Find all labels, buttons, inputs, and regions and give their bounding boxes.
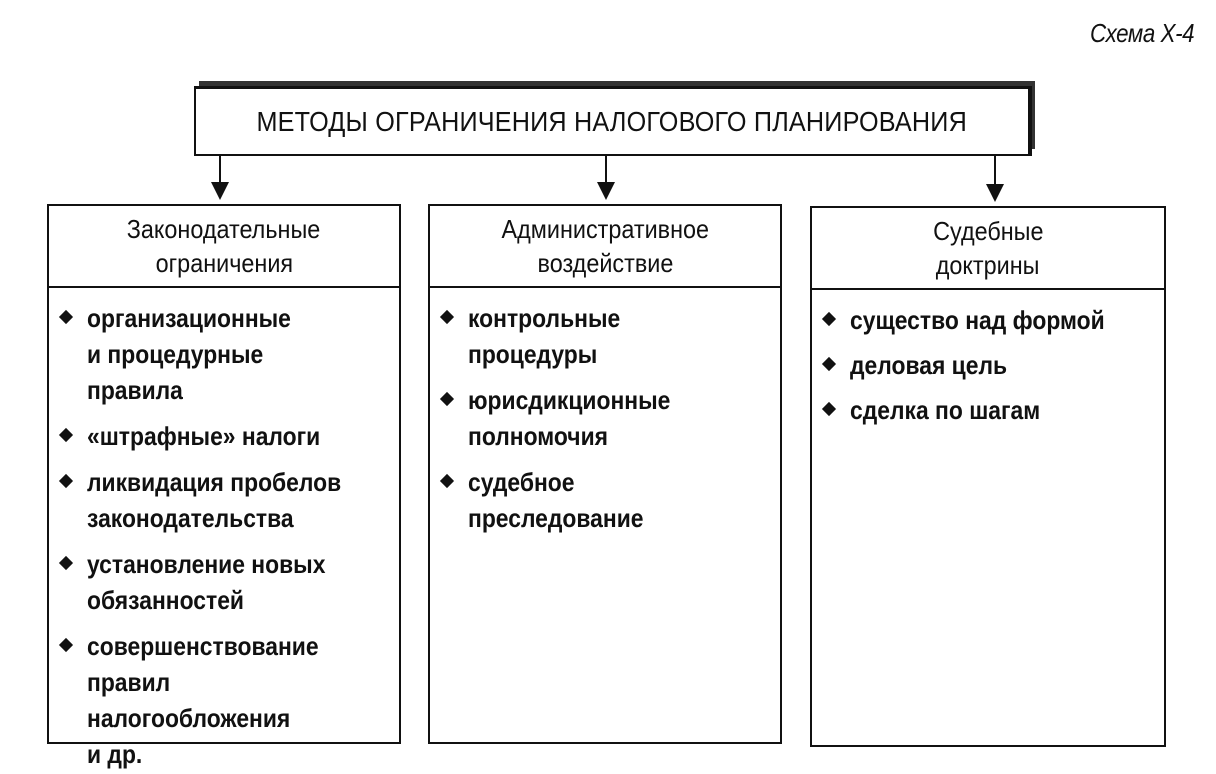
diamond-bullet-icon (440, 392, 454, 406)
diamond-bullet-icon (822, 312, 836, 326)
item-list (812, 290, 1164, 428)
list-item-text: сделка по шагам (850, 395, 1041, 425)
arrow-to-judicial (986, 156, 1004, 202)
list-item-text: совершенствование правил налогообложения и др. (87, 631, 319, 769)
scheme-label: Схема X-4 (1089, 18, 1194, 48)
list-item (440, 464, 780, 536)
list-item-text: «штрафные» налоги (87, 421, 321, 451)
diamond-bullet-icon (822, 402, 836, 416)
list-item-text: организационные и процедурные правила (87, 303, 291, 405)
list-item (822, 347, 1164, 383)
diamond-bullet-icon (59, 474, 73, 488)
item-list (430, 288, 780, 536)
list-item (59, 418, 399, 454)
column-header (49, 206, 399, 288)
list-item (440, 300, 780, 372)
list-item-text: судебное преследование (468, 467, 644, 533)
diamond-bullet-icon (59, 556, 73, 570)
column-header-line: Законодательные (127, 214, 321, 244)
column-header-line: воздействие (537, 248, 673, 278)
diamond-bullet-icon (440, 474, 454, 488)
list-item-text: деловая цель (850, 350, 1008, 380)
list-item (440, 382, 780, 454)
diagram-title: МЕТОДЫ ОГРАНИЧЕНИЯ НАЛОГОВОГО ПЛАНИРОВАНИЯ (256, 105, 968, 137)
item-list (49, 288, 399, 772)
column-legislative-restrictions (47, 204, 401, 769)
list-item (59, 546, 399, 618)
column-header (812, 208, 1164, 290)
column-header-line: Судебные (932, 216, 1044, 246)
column-header-line: Административное (501, 214, 709, 244)
list-item (822, 302, 1164, 338)
list-item (59, 464, 399, 536)
arrow-to-administrative (597, 156, 615, 200)
diamond-bullet-icon (822, 357, 836, 371)
title-box (194, 86, 1032, 156)
diamond-bullet-icon (59, 310, 73, 324)
column-header (430, 206, 780, 288)
list-item-text: установление новых обязанностей (87, 549, 326, 615)
diamond-bullet-icon (59, 638, 73, 652)
diamond-bullet-icon (440, 310, 454, 324)
diamond-bullet-icon (59, 428, 73, 442)
list-item-text: контрольные процедуры (468, 303, 621, 369)
list-item-text: юрисдикционные полномочия (468, 385, 671, 451)
column-judicial-doctrines (810, 206, 1166, 747)
list-item (59, 300, 399, 408)
arrow-to-legislative (211, 156, 229, 200)
column-administrative-impact (428, 204, 782, 744)
column-header-line: доктрины (936, 250, 1040, 280)
list-item-text: существо над формой (850, 305, 1105, 335)
list-item-text: ликвидация пробелов законодательства (87, 467, 342, 533)
list-item (822, 392, 1164, 428)
column-header-line: ограничения (155, 248, 293, 278)
list-item (59, 628, 399, 772)
